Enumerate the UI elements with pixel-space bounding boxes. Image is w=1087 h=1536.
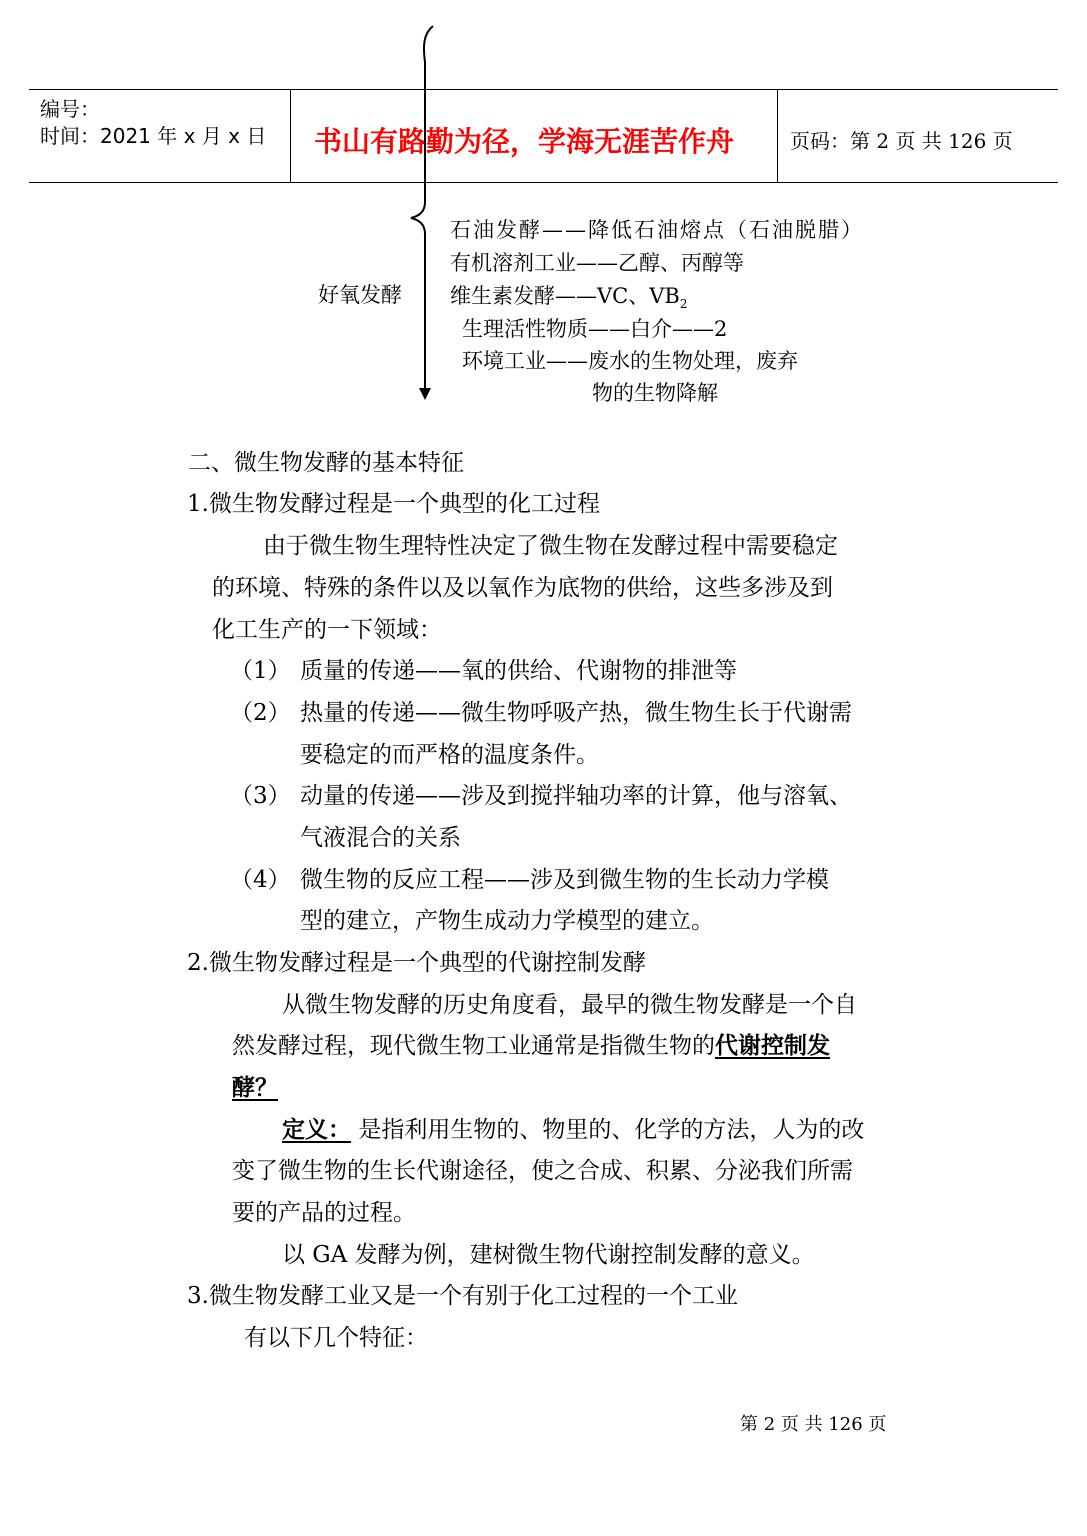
header-motto: 书山有路勤为径，学海无涯苦作舟 (314, 125, 735, 158)
definition-text: 是指利用生物的、物里的、化学的方法，人为的改 (358, 1117, 865, 1143)
header-divider-right (777, 89, 778, 182)
header-top-rule (29, 89, 1058, 90)
header-code-label: 编号： (40, 97, 100, 121)
diagram-item: 物的生物降解 (592, 381, 718, 405)
section-title: 二、微生物发酵的基本特征 (188, 450, 464, 476)
list-number: （4） (230, 867, 291, 893)
list-line: 热量的传递——微生物呼吸产热，微生物生长于代谢需 (300, 700, 852, 726)
diagram-category: 好氧发酵 (318, 283, 402, 307)
diagram-item: 石油发酵——降低石油熔点（石油脱腊） (450, 218, 864, 242)
diagram-item-vitamin-text: 维生素发酵——VC、VB (450, 284, 680, 308)
definition-line: 要的产品的过程。 (232, 1200, 416, 1226)
list-number: （1） (230, 658, 291, 684)
p2-line2-emphasis: 代谢控制发 (715, 1032, 830, 1059)
p1-line: 的环境、特殊的条件以及以氧作为底物的供给，这些多涉及到 (212, 575, 833, 601)
header-divider-left (290, 89, 291, 182)
list-line: 微生物的反应工程——涉及到微生物的生长动力学模 (300, 867, 829, 893)
p2-line2-plain: 然发酵过程，现代微生物工业通常是指微生物的 (232, 1033, 715, 1059)
diagram-item: 环境工业——废水的生物处理，废弃 (462, 349, 798, 373)
diagram-item: 有机溶剂工业——乙醇、丙醇等 (450, 251, 744, 275)
list-line: 动量的传递——涉及到搅拌轴功率的计算，他与溶氧、 (300, 783, 852, 809)
p1-title: 1.微生物发酵过程是一个典型的化工过程 (187, 491, 600, 517)
header-bottom-rule (29, 182, 1058, 183)
definition-line: 变了微生物的生长代谢途径，使之合成、积累、分泌我们所需 (232, 1158, 853, 1184)
definition-label: 定义： (282, 1116, 351, 1143)
p2-line (232, 1033, 830, 1059)
p3-title: 3.微生物发酵工业又是一个有别于化工过程的一个工业 (187, 1283, 738, 1309)
ga-example-line: 以 GA 发酵为例，建树微生物代谢控制发酵的意义。 (282, 1242, 815, 1268)
p1-line: 化工生产的一下领域： (212, 617, 442, 643)
header-page-info: 页码：第 2 页 共 126 页 (790, 129, 1013, 153)
list-number: （3） (230, 783, 291, 809)
list-line: 要稳定的而严格的温度条件。 (300, 742, 599, 768)
list-number: （2） (230, 700, 291, 726)
vb-subscript: 2 (679, 297, 688, 312)
curly-brace (405, 22, 445, 407)
p2-line: 从微生物发酵的历史角度看，最早的微生物发酵是一个自 (282, 992, 857, 1018)
list-line: 型的建立，产物生成动力学模型的建立。 (300, 908, 714, 934)
p1-line: 由于微生物生理特性决定了微生物在发酵过程中需要稳定 (263, 533, 838, 559)
footer-page-number: 第 2 页 共 126 页 (740, 1414, 887, 1435)
list-line: 气液混合的关系 (300, 825, 461, 851)
header-time-label: 时间：2021 年 x 月 x 日 (40, 124, 267, 148)
diagram-item: 生理活性物质——白介——2 (462, 317, 728, 341)
definition-line (282, 1117, 864, 1143)
list-line: 质量的传递——氧的供给、代谢物的排泄等 (300, 658, 737, 684)
p2-line3-emphasis: 酵？ (232, 1074, 278, 1101)
p3-line: 有以下几个特征： (244, 1325, 428, 1351)
diagram-item-vitamin (450, 280, 687, 311)
p2-title: 2.微生物发酵过程是一个典型的代谢控制发酵 (187, 950, 646, 976)
